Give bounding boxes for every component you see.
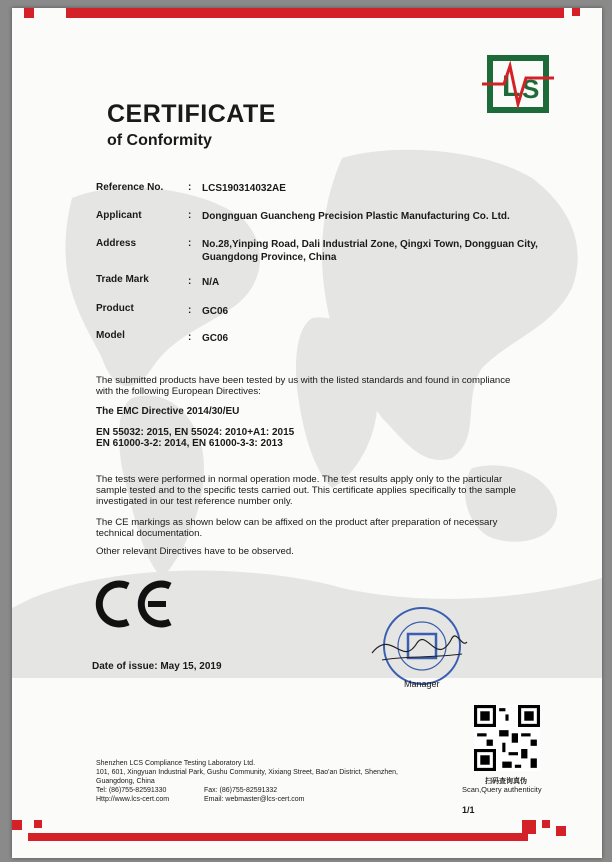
top-red-bar [66, 8, 564, 18]
bottom-left-square [12, 820, 22, 830]
svg-text:S: S [522, 74, 540, 104]
tests-line2: sample tested and to the specific tests carried out. This certificate applies specifically to the sample [96, 485, 517, 496]
product-value: GC06 [202, 306, 229, 317]
colon: : [188, 332, 192, 343]
tests-line1: The tests were performed in normal operation mode. The test results apply only to the particular [96, 474, 503, 485]
tests-line3: investigated in our test reference number only. [96, 496, 293, 507]
address-value-line2: Guangdong Province, China [202, 252, 337, 263]
ce-line1: The CE markings as shown below can be affixed on the product after preparation of necessary [96, 517, 498, 528]
colon: : [188, 305, 192, 316]
ce-mark [90, 580, 176, 628]
date-of-issue: Date of issue: May 15, 2019 [92, 661, 222, 672]
certificate-subtitle: of Conformity [107, 132, 212, 149]
page-number: 1/1 [462, 805, 475, 815]
footer-email[interactable]: Email: webmaster@lcs-cert.com [204, 796, 305, 803]
qr-caption-en: Scan,Query authenticity [462, 785, 542, 794]
footer-address1: 101, 601, Xingyuan Industrial Park, Gushu Community, Xixiang Street, Bao'an District, Shenzhen, [96, 769, 398, 776]
footer-address2: Guangdong, China [96, 778, 155, 785]
address-value-line1: No.28,Yinping Road, Dali Industrial Zone, Qingxi Town, Dongguan City, [202, 239, 538, 250]
footer-tel: Tel: (86)755-82591330 [96, 787, 167, 794]
colon: : [188, 276, 192, 287]
product-label: Product [96, 303, 134, 314]
qr-code[interactable] [474, 705, 540, 771]
trademark-value: N/A [202, 277, 220, 288]
lcs-logo [482, 48, 554, 120]
standards-line1: EN 55032: 2015, EN 55024: 2010+A1: 2015 [96, 427, 295, 438]
top-left-square [24, 8, 34, 18]
intro-line1: The submitted products have been tested by us with the listed standards and found in compliance [96, 375, 511, 386]
model-value: GC06 [202, 333, 229, 344]
reference-value: LCS190314032AE [202, 183, 286, 194]
trademark-label: Trade Mark [96, 274, 149, 285]
bottom-right-square-1 [522, 820, 536, 834]
manager-label: Manager [404, 679, 440, 689]
colon: : [188, 210, 192, 221]
qr-caption-cn: 扫码查询真伪 [485, 778, 527, 785]
top-right-square [572, 8, 580, 16]
footer-company: Shenzhen LCS Compliance Testing Laboratory Ltd. [96, 760, 256, 767]
reference-label: Reference No. [96, 182, 164, 193]
bottom-red-bar [28, 833, 528, 841]
bottom-left-square-2 [34, 820, 42, 828]
footer-website[interactable]: Http://www.lcs-cert.com [96, 796, 170, 803]
bottom-right-square-2 [542, 820, 550, 828]
colon: : [188, 182, 192, 193]
ce-line2: technical documentation. [96, 528, 203, 539]
certificate-page [12, 8, 602, 858]
footer-fax: Fax: (86)755-82591332 [204, 787, 278, 794]
address-label: Address [96, 238, 137, 249]
bottom-right-square-3 [556, 826, 566, 836]
colon: : [188, 238, 192, 249]
other-directives: Other relevant Directives have to be observed. [96, 546, 294, 557]
applicant-label: Applicant [96, 210, 142, 221]
directive: The EMC Directive 2014/30/EU [96, 406, 240, 417]
intro-line2: with the following European Directives: [96, 386, 261, 397]
certificate-title: CERTIFICATE [107, 100, 276, 128]
model-label: Model [96, 330, 125, 341]
svg-text:L: L [502, 70, 521, 103]
standards-line2: EN 61000-3-2: 2014, EN 61000-3-3: 2013 [96, 438, 283, 449]
applicant-value: Dongnguan Guancheng Precision Plastic Manufacturing Co. Ltd. [202, 211, 510, 222]
